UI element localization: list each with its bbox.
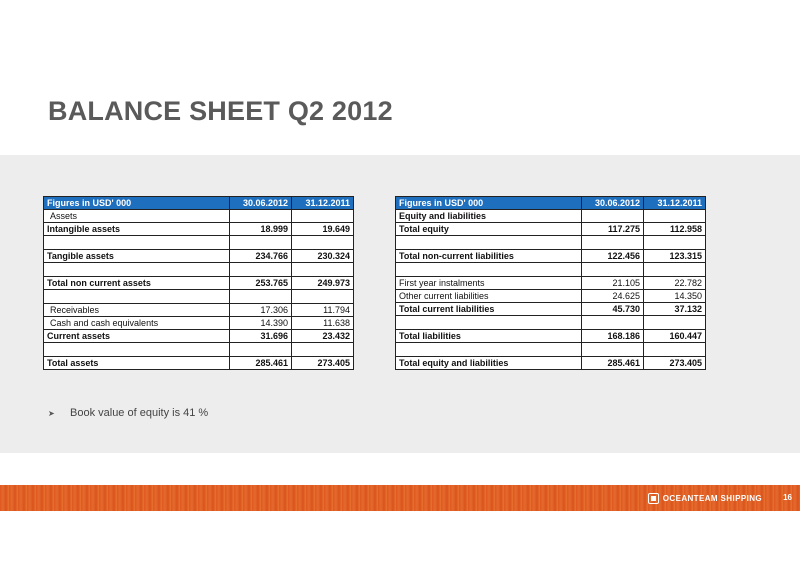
row-label: Total liabilities <box>396 330 582 343</box>
row-value-current <box>582 263 644 277</box>
table-row <box>396 263 706 277</box>
table-row <box>44 304 354 317</box>
row-label: Receivables <box>44 304 230 317</box>
table-row <box>396 290 706 303</box>
table-header-row <box>44 197 354 210</box>
row-value-previous <box>644 343 706 357</box>
row-label: Equity and liabilities <box>396 210 582 223</box>
row-label: Total non-current liabilities <box>396 250 582 263</box>
row-value-previous: 23.432 <box>292 330 354 343</box>
row-label: Total equity and liabilities <box>396 357 582 370</box>
row-label <box>396 263 582 277</box>
table-row <box>44 343 354 357</box>
row-label <box>396 343 582 357</box>
table-row <box>396 223 706 236</box>
row-value-previous <box>292 290 354 304</box>
table-row <box>396 330 706 343</box>
row-value-previous: 22.782 <box>644 277 706 290</box>
row-value-previous <box>644 236 706 250</box>
row-value-previous: 249.973 <box>292 277 354 290</box>
row-label: Current assets <box>44 330 230 343</box>
table-row <box>396 210 706 223</box>
page-number: 16 <box>783 493 792 502</box>
logo-icon <box>648 493 659 504</box>
row-value-current <box>230 236 292 250</box>
row-value-current: 285.461 <box>230 357 292 370</box>
row-value-current: 45.730 <box>582 303 644 316</box>
row-label: Other current liabilities <box>396 290 582 303</box>
row-value-current: 285.461 <box>582 357 644 370</box>
row-value-current: 14.390 <box>230 317 292 330</box>
table-row <box>44 250 354 263</box>
row-value-previous <box>292 343 354 357</box>
table-row <box>396 343 706 357</box>
row-label: First year instalments <box>396 277 582 290</box>
table-row <box>396 303 706 316</box>
row-value-previous <box>292 210 354 223</box>
row-value-previous: 11.794 <box>292 304 354 317</box>
row-label: Total assets <box>44 357 230 370</box>
row-value-previous: 37.132 <box>644 303 706 316</box>
row-value-previous <box>292 263 354 277</box>
row-value-previous: 273.405 <box>644 357 706 370</box>
row-label <box>396 316 582 330</box>
header-figures: Figures in USD' 000 <box>396 197 582 210</box>
row-value-current: 24.625 <box>582 290 644 303</box>
row-value-current: 17.306 <box>230 304 292 317</box>
row-value-previous: 123.315 <box>644 250 706 263</box>
header-figures: Figures in USD' 000 <box>44 197 230 210</box>
row-value-current <box>230 263 292 277</box>
bullet-text: Book value of equity is 41 % <box>70 407 209 419</box>
row-value-current: 117.275 <box>582 223 644 236</box>
table-row <box>44 263 354 277</box>
row-value-current: 122.456 <box>582 250 644 263</box>
row-label <box>44 236 230 250</box>
liabilities-table <box>395 196 706 370</box>
table-row <box>44 357 354 370</box>
row-value-previous: 11.638 <box>292 317 354 330</box>
table-row <box>44 277 354 290</box>
row-value-previous: 112.958 <box>644 223 706 236</box>
row-value-current <box>230 210 292 223</box>
row-label: Total equity <box>396 223 582 236</box>
row-value-current: 21.105 <box>582 277 644 290</box>
row-label <box>44 290 230 304</box>
bullet-point <box>48 407 208 419</box>
row-value-current: 253.765 <box>230 277 292 290</box>
row-value-current: 31.696 <box>230 330 292 343</box>
row-value-previous: 230.324 <box>292 250 354 263</box>
row-value-current <box>582 210 644 223</box>
table-row <box>44 210 354 223</box>
row-label: Intangible assets <box>44 223 230 236</box>
table-header-row <box>396 197 706 210</box>
row-value-previous <box>644 263 706 277</box>
row-label: Cash and cash equivalents <box>44 317 230 330</box>
header-date-previous: 31.12.2011 <box>644 197 706 210</box>
row-value-previous: 19.649 <box>292 223 354 236</box>
table-row <box>396 316 706 330</box>
logo-text: OCEANTEAM SHIPPING <box>662 494 762 503</box>
table-row <box>44 330 354 343</box>
row-value-previous: 160.447 <box>644 330 706 343</box>
slide-title: BALANCE SHEET Q2 2012 <box>48 96 393 126</box>
row-value-previous <box>644 210 706 223</box>
table-row <box>44 236 354 250</box>
table-row <box>396 357 706 370</box>
table-row <box>396 277 706 290</box>
header-date-current: 30.06.2012 <box>230 197 292 210</box>
row-value-previous <box>644 316 706 330</box>
row-value-current <box>582 236 644 250</box>
row-value-previous <box>292 236 354 250</box>
table-row <box>396 250 706 263</box>
header-date-previous: 31.12.2011 <box>292 197 354 210</box>
row-label: Total non current assets <box>44 277 230 290</box>
arrow-bullet-icon: ➤ <box>48 409 55 418</box>
row-value-current <box>230 343 292 357</box>
row-value-current <box>230 290 292 304</box>
row-value-current: 18.999 <box>230 223 292 236</box>
row-value-current <box>582 316 644 330</box>
table-row <box>44 317 354 330</box>
footer-band <box>0 485 800 511</box>
row-value-current <box>582 343 644 357</box>
assets-table <box>43 196 354 370</box>
row-label <box>44 343 230 357</box>
table-row <box>44 223 354 236</box>
row-label <box>44 263 230 277</box>
row-label <box>396 236 582 250</box>
row-value-current: 234.766 <box>230 250 292 263</box>
header-date-current: 30.06.2012 <box>582 197 644 210</box>
row-value-current: 168.186 <box>582 330 644 343</box>
table-row <box>44 290 354 304</box>
row-label: Total current liabilities <box>396 303 582 316</box>
row-value-previous: 273.405 <box>292 357 354 370</box>
company-logo <box>648 493 762 504</box>
row-value-previous: 14.350 <box>644 290 706 303</box>
row-label: Assets <box>44 210 230 223</box>
table-row <box>396 236 706 250</box>
row-label: Tangible assets <box>44 250 230 263</box>
